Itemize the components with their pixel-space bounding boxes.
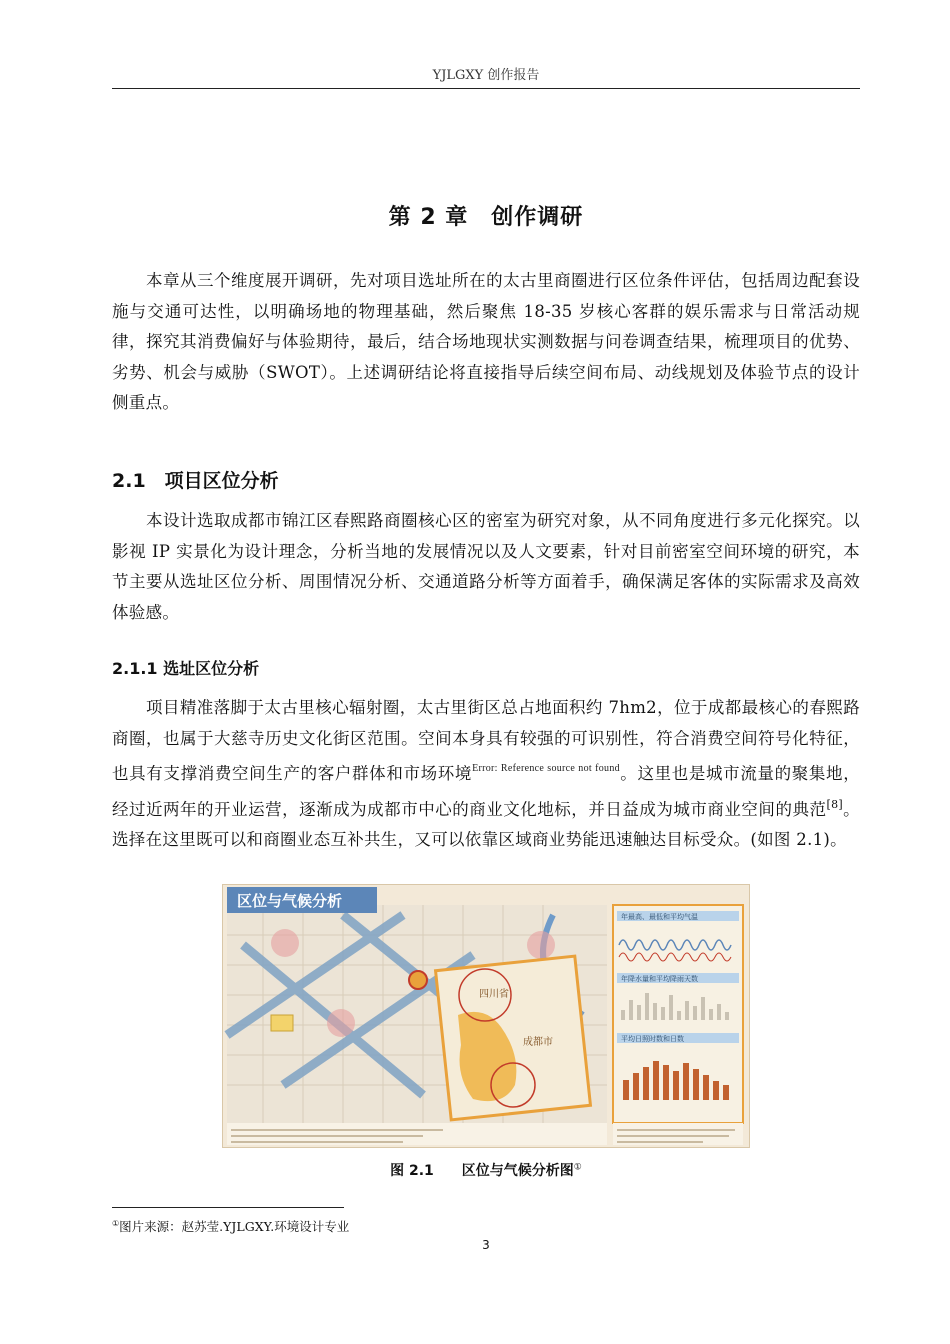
hotspot-3 bbox=[527, 931, 555, 959]
intro-paragraph: 本章从三个维度展开调研，先对项目选址所在的太古里商圈进行区位条件评估，包括周边配套设施与交通可达性，以明确场地的物理基础，然后聚焦 18-35 岁核心客群的娱乐需求与日常活动规律，探究其消费偏好与体验期待，最后，结合场地现状实测数据与问卷调查结果，梳理项目的优势、劣势、机会与威胁（SWOT）。上述调研结论将直接指导后续空间布局、动线规划及体验节点的设计侧重点。 bbox=[112, 271, 860, 412]
chart2-title: 年降水量和平均降雨天数 bbox=[621, 975, 698, 983]
city-label: 成都市 bbox=[523, 1037, 553, 1048]
header-rule bbox=[112, 88, 860, 89]
province-inset bbox=[436, 956, 591, 1120]
citation-link[interactable]: [8] bbox=[826, 797, 843, 811]
figure-caption bbox=[112, 1160, 860, 1180]
running-header: YJLGXY 创作报告 bbox=[432, 68, 540, 83]
site-marker bbox=[409, 971, 427, 989]
location-climate-figure bbox=[222, 884, 750, 1148]
chapter-title: 第 2 章 创作调研 bbox=[388, 205, 584, 230]
section-paragraph: 本设计选取成都市锦江区春熙路商圈核心区的密室为研究对象，从不同角度进行多元化探究。以影视 IP 实景化为设计理念，分析当地的发展情况以及人文要素，针对目前密室空间环境的研究，本节主要从选址区位分析、周围情况分析、交通道路分析等方面着手，确保满足客体的实际需求及高效体验感。 bbox=[112, 511, 860, 622]
footnote bbox=[112, 1217, 349, 1235]
footnote-mark: ① bbox=[112, 1218, 120, 1228]
footnote-rule bbox=[112, 1207, 344, 1208]
province-label: 四川省 bbox=[479, 989, 509, 1000]
hotspot-1 bbox=[271, 929, 299, 957]
chart1-title: 年最高、最低和平均气温 bbox=[621, 913, 698, 921]
paragraph-text-2: 。这里也是城市流量的聚集地，经过近两年的开业运营，逐渐成为成都市中心的商业文化地标，并日益成为城市商业空间的典范 bbox=[112, 764, 860, 819]
figure-illustration bbox=[223, 885, 749, 1147]
subsection-paragraph bbox=[112, 693, 860, 856]
banner-title: 区位与气候分析 bbox=[237, 892, 343, 910]
caption-footnote-mark[interactable]: ① bbox=[573, 1162, 582, 1173]
paragraph-text-3: 。选择在这里既可以和商圈业态互补共生，又可以依靠区域商业势能迅速触达目标受众。(如图 2.1)。 bbox=[112, 799, 860, 849]
chart3-title: 平均日照时数和日数 bbox=[621, 1035, 684, 1043]
caption-text: 图 2.1 区位与气候分析图 bbox=[390, 1163, 574, 1179]
hotspot-2 bbox=[327, 1009, 355, 1037]
subsection-title: 2.1.1 选址区位分析 bbox=[112, 659, 260, 678]
reference-error: Error: Reference source not found bbox=[472, 763, 620, 774]
label-marker bbox=[271, 1015, 293, 1031]
page-number: 3 bbox=[482, 1238, 490, 1252]
paragraph-text-1: 项目精准落脚于太古里核心辐射圈，太古里街区总占地面积约 7hm2，位于成都最核心的春熙路商圈，也属于大慈寺历史文化街区范围。空间本身具有较强的可识别性，符合消费空间符号化特征，也具有支撑消费空间生产的客户群体和市场环境 bbox=[112, 698, 860, 783]
section-title: 2.1 项目区位分析 bbox=[112, 470, 279, 492]
footnote-text: 图片来源：赵苏莹.YJLGXY.环境设计专业 bbox=[119, 1219, 350, 1234]
